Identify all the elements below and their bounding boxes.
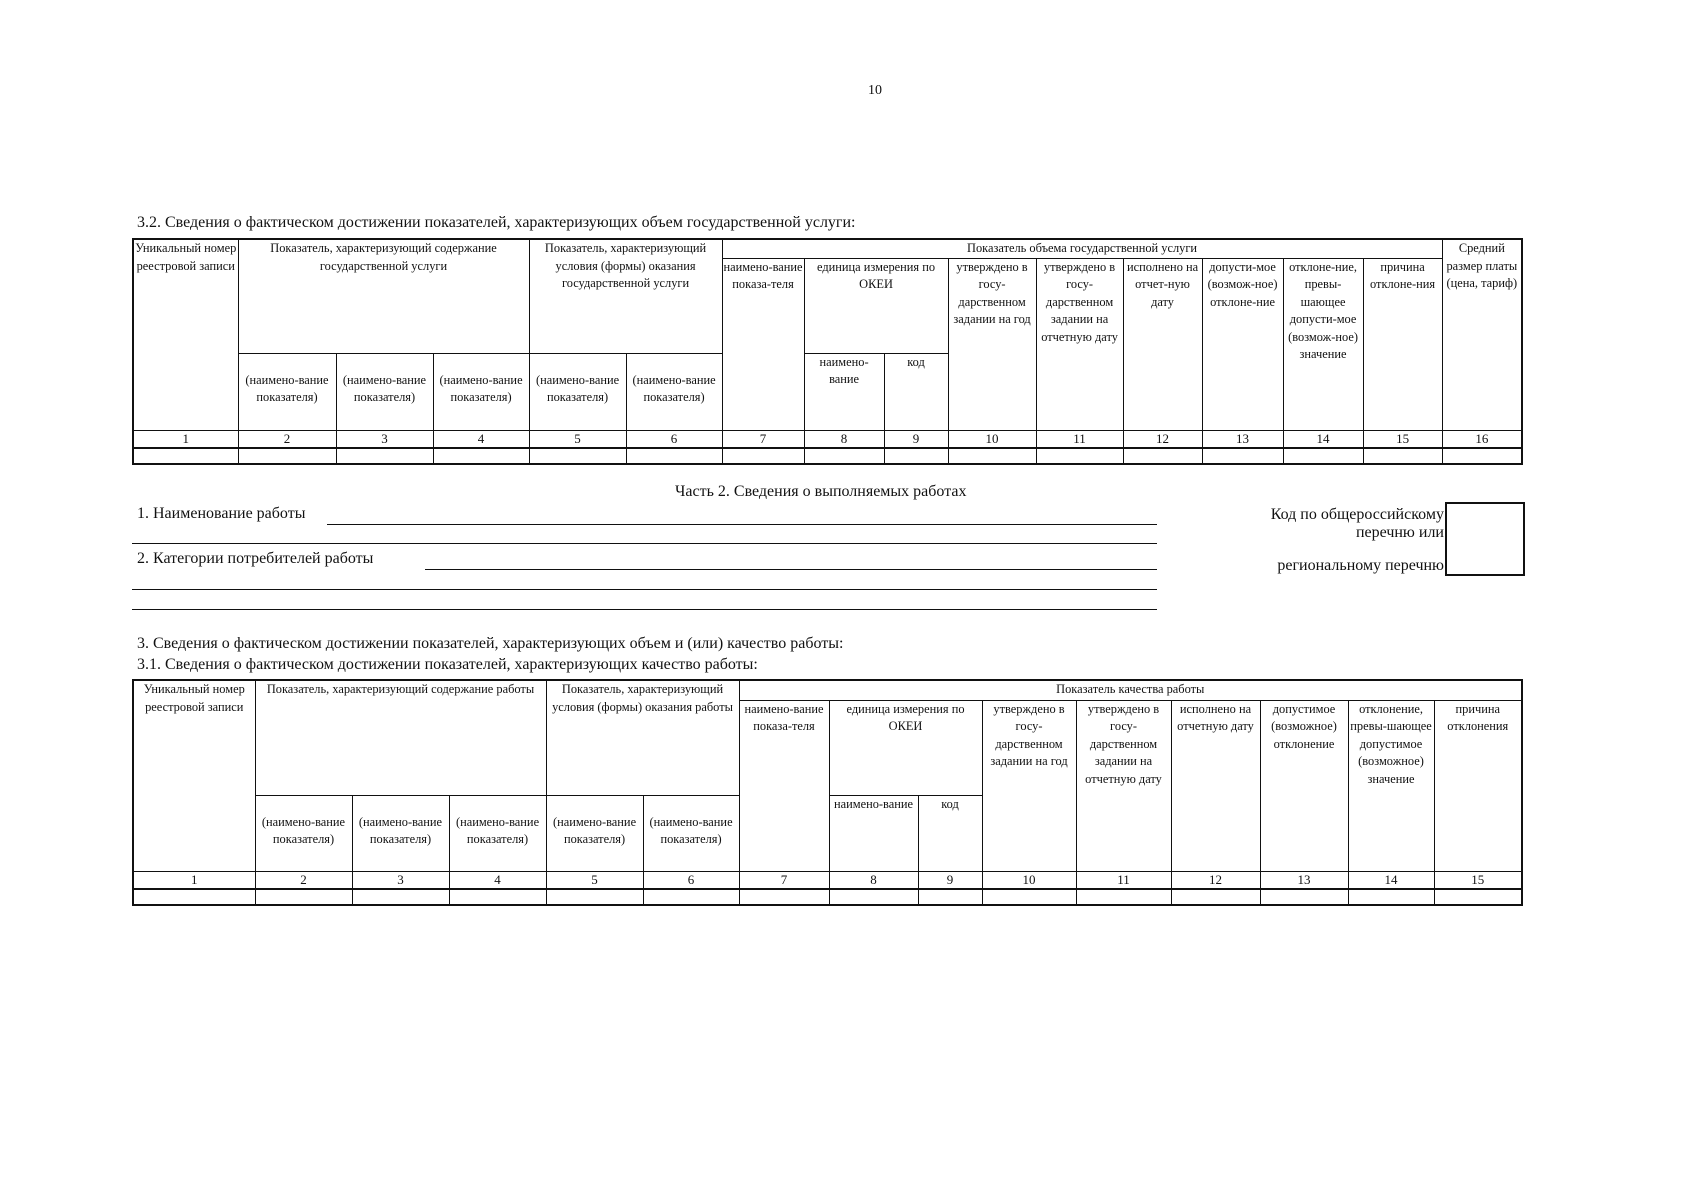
h-reason: причина отклоне-ния <box>1363 258 1442 430</box>
h-allowed: допустимое (возможное) отклонение <box>1260 700 1348 871</box>
h-name: наимено-вание показа-теля <box>739 700 829 871</box>
table-cell[interactable] <box>804 448 884 464</box>
work-name-line-2[interactable] <box>132 543 1157 544</box>
h-approved-date: утверждено в госу-дарственном задании на отчетную дату <box>1036 258 1123 430</box>
col-number: 14 <box>1348 871 1434 889</box>
col-number: 15 <box>1434 871 1522 889</box>
h-indicator: (наимено-вание показателя) <box>352 795 449 871</box>
table-cell[interactable] <box>238 448 336 464</box>
consumers-line-3[interactable] <box>132 609 1157 610</box>
code-label-line-1: Код по общероссийскому <box>1270 506 1444 523</box>
col-number: 12 <box>1171 871 1260 889</box>
table-cell[interactable] <box>1202 448 1283 464</box>
part-2-title: Часть 2. Сведения о выполняемых работах <box>675 483 967 500</box>
h-indicator: (наимено-вание показателя) <box>238 353 336 430</box>
h-done: исполнено на отчетную дату <box>1171 700 1260 871</box>
h-approved-year: утверждено в госу-дарственном задании на год <box>982 700 1076 871</box>
col-number: 13 <box>1260 871 1348 889</box>
registry-code-box[interactable] <box>1445 502 1525 576</box>
table-cell[interactable] <box>1260 889 1348 905</box>
col-number: 3 <box>336 430 433 448</box>
section-3-title: 3. Сведения о фактическом достижении показателей, характеризующих объем и (или) качество работы: <box>137 635 844 652</box>
table-cell[interactable] <box>352 889 449 905</box>
col-number: 9 <box>884 430 948 448</box>
h-name: наимено-вание показа-теля <box>722 258 804 430</box>
col-number: 8 <box>804 430 884 448</box>
h-approved-year: утверждено в госу-дарственном задании на год <box>948 258 1036 430</box>
consumers-line[interactable] <box>425 569 1157 570</box>
h-unique: Уникальный номер реестровой записи <box>133 239 238 430</box>
h-content: Показатель, характеризующий содержание государственной услуги <box>238 239 529 353</box>
table-cell[interactable] <box>948 448 1036 464</box>
col-number: 2 <box>238 430 336 448</box>
table-row <box>133 889 1522 905</box>
h-unique: Уникальный номер реестровой записи <box>133 680 255 871</box>
table-cell[interactable] <box>918 889 982 905</box>
section-3-2-title: 3.2. Сведения о фактическом достижении показателей, характеризующих объем государственной услуги: <box>137 214 856 231</box>
table-row <box>133 448 1522 464</box>
table-cell[interactable] <box>1036 448 1123 464</box>
table-cell[interactable] <box>722 448 804 464</box>
col-number: 3 <box>352 871 449 889</box>
h-unit-name: наимено-вание <box>804 353 884 430</box>
col-number: 15 <box>1363 430 1442 448</box>
code-label-line-2: перечню или <box>1355 524 1444 541</box>
section-3-1-title: 3.1. Сведения о фактическом достижении показателей, характеризующих качество работы: <box>137 656 758 673</box>
col-number: 7 <box>722 430 804 448</box>
col-number: 10 <box>982 871 1076 889</box>
h-approved-date: утверждено в госу-дарственном задании на отчетную дату <box>1076 700 1171 871</box>
table-cell[interactable] <box>546 889 643 905</box>
table-cell[interactable] <box>433 448 529 464</box>
h-indicator: (наимено-вание показателя) <box>433 353 529 430</box>
col-number: 1 <box>133 430 238 448</box>
col-number: 14 <box>1283 430 1363 448</box>
h-reason: причина отклонения <box>1434 700 1522 871</box>
col-number: 6 <box>626 430 722 448</box>
h-indicator: (наимено-вание показателя) <box>449 795 546 871</box>
col-number: 13 <box>1202 430 1283 448</box>
col-number: 5 <box>529 430 626 448</box>
table-cell[interactable] <box>829 889 918 905</box>
table-cell[interactable] <box>255 889 352 905</box>
table-cell[interactable] <box>982 889 1076 905</box>
col-number: 8 <box>829 871 918 889</box>
table-cell[interactable] <box>1171 889 1260 905</box>
quality-table <box>132 679 1523 906</box>
col-number: 6 <box>643 871 739 889</box>
table-cell[interactable] <box>1283 448 1363 464</box>
work-name-line[interactable] <box>327 524 1157 525</box>
col-number: 11 <box>1036 430 1123 448</box>
h-unit-code: код <box>918 795 982 871</box>
h-volume: Показатель объема государственной услуги <box>722 239 1442 258</box>
consumers-line-2[interactable] <box>132 589 1157 590</box>
table-cell[interactable] <box>1076 889 1171 905</box>
col-number: 9 <box>918 871 982 889</box>
h-excess: отклонение, превы-шающее допустимое (возможное) значение <box>1348 700 1434 871</box>
col-number: 2 <box>255 871 352 889</box>
page-number: 10 <box>868 83 882 98</box>
table-cell[interactable] <box>1363 448 1442 464</box>
col-number: 12 <box>1123 430 1202 448</box>
h-indicator: (наимено-вание показателя) <box>336 353 433 430</box>
h-unit: единица измерения по ОКЕИ <box>804 258 948 353</box>
col-number: 10 <box>948 430 1036 448</box>
col-number: 4 <box>433 430 529 448</box>
volume-table <box>132 238 1523 465</box>
table-cell[interactable] <box>884 448 948 464</box>
col-number: 1 <box>133 871 255 889</box>
table-cell[interactable] <box>1434 889 1522 905</box>
col-number: 5 <box>546 871 643 889</box>
col-number: 16 <box>1442 430 1522 448</box>
table-cell[interactable] <box>133 448 238 464</box>
h-indicator: (наимено-вание показателя) <box>255 795 352 871</box>
col-number: 11 <box>1076 871 1171 889</box>
col-number: 7 <box>739 871 829 889</box>
code-label-line-3: региональному перечню <box>1277 557 1444 574</box>
h-price: Средний размер платы (цена, тариф) <box>1442 239 1522 430</box>
table-cell[interactable] <box>643 889 739 905</box>
table-cell[interactable] <box>1123 448 1202 464</box>
h-conditions: Показатель, характеризующий условия (формы) оказания государственной услуги <box>529 239 722 353</box>
h-unit-name: наимено-вание <box>829 795 918 871</box>
h-allowed: допусти-мое (возмож-ное) отклоне-ние <box>1202 258 1283 430</box>
consumers-label: 2. Категории потребителей работы <box>137 550 374 567</box>
table-cell[interactable] <box>1442 448 1522 464</box>
table-cell[interactable] <box>449 889 546 905</box>
table-cell[interactable] <box>133 889 255 905</box>
table-cell[interactable] <box>529 448 626 464</box>
h-quality: Показатель качества работы <box>739 680 1522 700</box>
h-indicator: (наимено-вание показателя) <box>626 353 722 430</box>
h-unit: единица измерения по ОКЕИ <box>829 700 982 795</box>
h-indicator: (наимено-вание показателя) <box>529 353 626 430</box>
h-unit-code: код <box>884 353 948 430</box>
h-content: Показатель, характеризующий содержание работы <box>255 680 546 795</box>
table-cell[interactable] <box>1348 889 1434 905</box>
col-number: 4 <box>449 871 546 889</box>
h-conditions: Показатель, характеризующий условия (формы) оказания работы <box>546 680 739 795</box>
h-done: исполнено на отчет-ную дату <box>1123 258 1202 430</box>
table-cell[interactable] <box>739 889 829 905</box>
work-name-label: 1. Наименование работы <box>137 505 306 522</box>
h-excess: отклоне-ние, превы-шающее допусти-мое (возмож-ное) значение <box>1283 258 1363 430</box>
table-cell[interactable] <box>626 448 722 464</box>
h-indicator: (наимено-вание показателя) <box>546 795 643 871</box>
table-cell[interactable] <box>336 448 433 464</box>
h-indicator: (наимено-вание показателя) <box>643 795 739 871</box>
